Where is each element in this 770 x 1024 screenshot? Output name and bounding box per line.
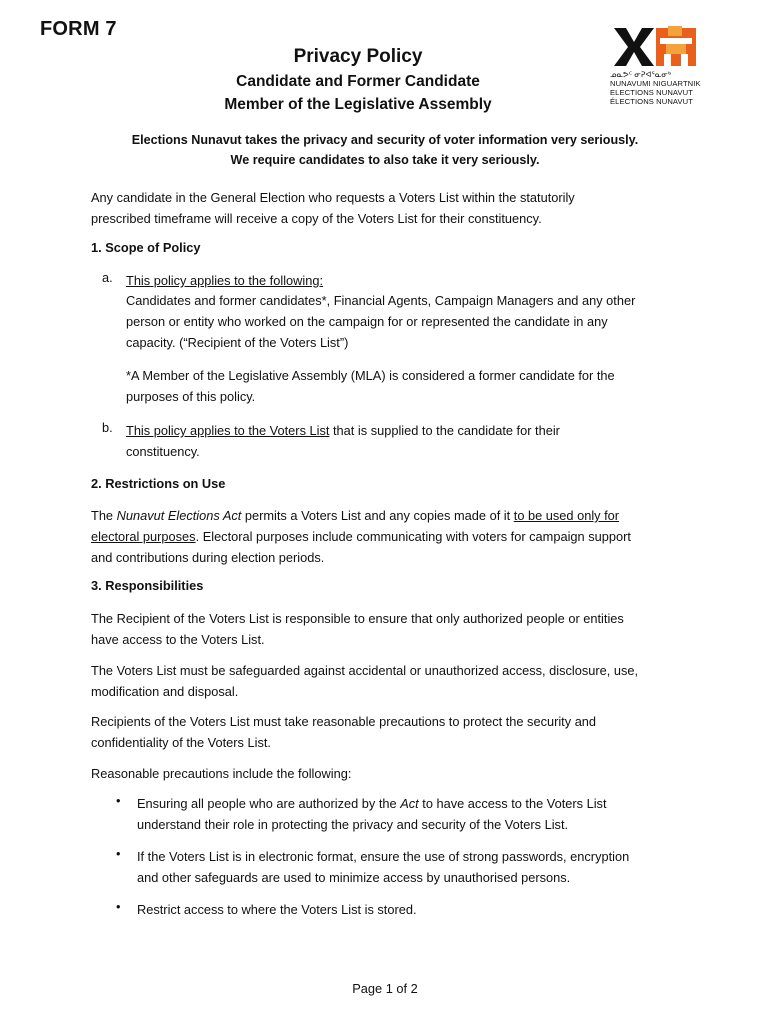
bullet-3-dot: • bbox=[116, 899, 121, 914]
bullet-2-line-1: If the Voters List is in electronic format, ensure the use of strong passwords, encryption bbox=[137, 849, 630, 864]
b1-pre: Ensuring all people who are authorized by the bbox=[137, 796, 401, 811]
item-b-marker: b. bbox=[102, 420, 113, 435]
section2-line-2 bbox=[91, 526, 691, 547]
s3-p2-line-2: modification and disposal. bbox=[91, 684, 239, 699]
s2-underlined-1: to be used only for bbox=[513, 508, 620, 523]
act-name-italic: Nunavut Elections Act bbox=[116, 508, 242, 523]
intro-line-1: Elections Nunavut takes the privacy and security of voter information very seriously. bbox=[131, 133, 639, 147]
s3-p3-line-1: Recipients of the Voters List must take reasonable precautions to protect the security and bbox=[91, 714, 597, 729]
page-subtitle-2: Member of the Legislative Assembly bbox=[224, 96, 492, 113]
item-a-heading: This policy applies to the following: bbox=[126, 273, 324, 288]
page-title: Privacy Policy bbox=[293, 46, 423, 67]
section2-line-1 bbox=[91, 505, 691, 526]
bullet-3-line-1: Restrict access to where the Voters List is stored. bbox=[137, 902, 417, 917]
s2-underlined-2: electoral purposes bbox=[91, 529, 196, 544]
item-a-marker: a. bbox=[102, 270, 113, 285]
s3-p3-line-2: confidentiality of the Voters List. bbox=[91, 735, 271, 750]
section3-heading: 3. Responsibilities bbox=[91, 578, 204, 593]
s3-p2-line-1: The Voters List must be safeguarded against accidental or unauthorized access, disclosure, use, bbox=[91, 663, 639, 678]
logo-text-line3: ELECTIONS NUNAVUT bbox=[610, 88, 693, 97]
intro-line-2: We require candidates to also take it very seriously. bbox=[230, 153, 540, 167]
item-a-line-3: capacity. (“Recipient of the Voters List”) bbox=[126, 335, 349, 350]
bullet-1-line-1 bbox=[137, 793, 687, 814]
s3-p1-line-2: have access to the Voters List. bbox=[91, 632, 265, 647]
bullet-1-line-2: understand their role in protecting the privacy and security of the Voters List. bbox=[137, 817, 569, 832]
para1-line-2: prescribed timeframe will receive a copy of the Voters List for their constituency. bbox=[91, 211, 542, 226]
b1-act-italic: Act bbox=[400, 796, 419, 811]
b1-post: to have access to the Voters List bbox=[418, 796, 607, 811]
logo-text-syllabics: ᓄᓇᕗᑦ ᓂᕈᐊᕐᓇᓂᒃ bbox=[610, 70, 672, 79]
bullet-2-line-2: and other safeguards are used to minimize access by unauthorised persons. bbox=[137, 870, 571, 885]
logo-text-line4: ÉLECTIONS NUNAVUT bbox=[610, 97, 693, 106]
bullet-2-dot: • bbox=[116, 846, 121, 861]
mla-note-line-1: *A Member of the Legislative Assembly (MLA) is considered a former candidate for the bbox=[126, 368, 615, 383]
section2-line-3: and contributions during election periods. bbox=[91, 550, 325, 565]
logo-text-line2: NUNAVUMI NIGUARTNIK bbox=[610, 79, 701, 88]
item-a-line-1: Candidates and former candidates*, Financial Agents, Campaign Managers and any other bbox=[126, 293, 636, 308]
item-b-underlined: This policy applies to the Voters List bbox=[126, 423, 330, 438]
elections-nunavut-logo bbox=[608, 26, 704, 108]
item-b-line-2: constituency. bbox=[126, 444, 200, 459]
s3-p1-line-1: The Recipient of the Voters List is responsible to ensure that only authorized people or entities bbox=[91, 611, 624, 626]
s2-text-pre: The bbox=[91, 508, 117, 523]
section2-heading: 2. Restrictions on Use bbox=[91, 476, 226, 491]
mla-note-line-2: purposes of this policy. bbox=[126, 389, 256, 404]
s2-text-rest: . Electoral purposes include communicating with voters for campaign support bbox=[195, 529, 631, 544]
page-number: Page 1 of 2 bbox=[352, 981, 418, 996]
s3-p4: Reasonable precautions include the following: bbox=[91, 766, 352, 781]
item-a-line-2: person or entity who worked on the campaign for or represented the candidate in any bbox=[126, 314, 608, 329]
page-subtitle-1: Candidate and Former Candidate bbox=[236, 73, 480, 90]
item-b-line-1 bbox=[126, 420, 686, 441]
para1-line-1: Any candidate in the General Election who requests a Voters List within the statutorily bbox=[91, 190, 575, 205]
logo-mark-icon bbox=[612, 26, 698, 68]
form-number: FORM 7 bbox=[40, 18, 117, 40]
section1-heading: 1. Scope of Policy bbox=[91, 240, 201, 255]
bullet-1-dot: • bbox=[116, 793, 121, 808]
item-b-rest: that is supplied to the candidate for their bbox=[329, 423, 560, 438]
s2-text-mid: permits a Voters List and any copies made of it bbox=[241, 508, 514, 523]
